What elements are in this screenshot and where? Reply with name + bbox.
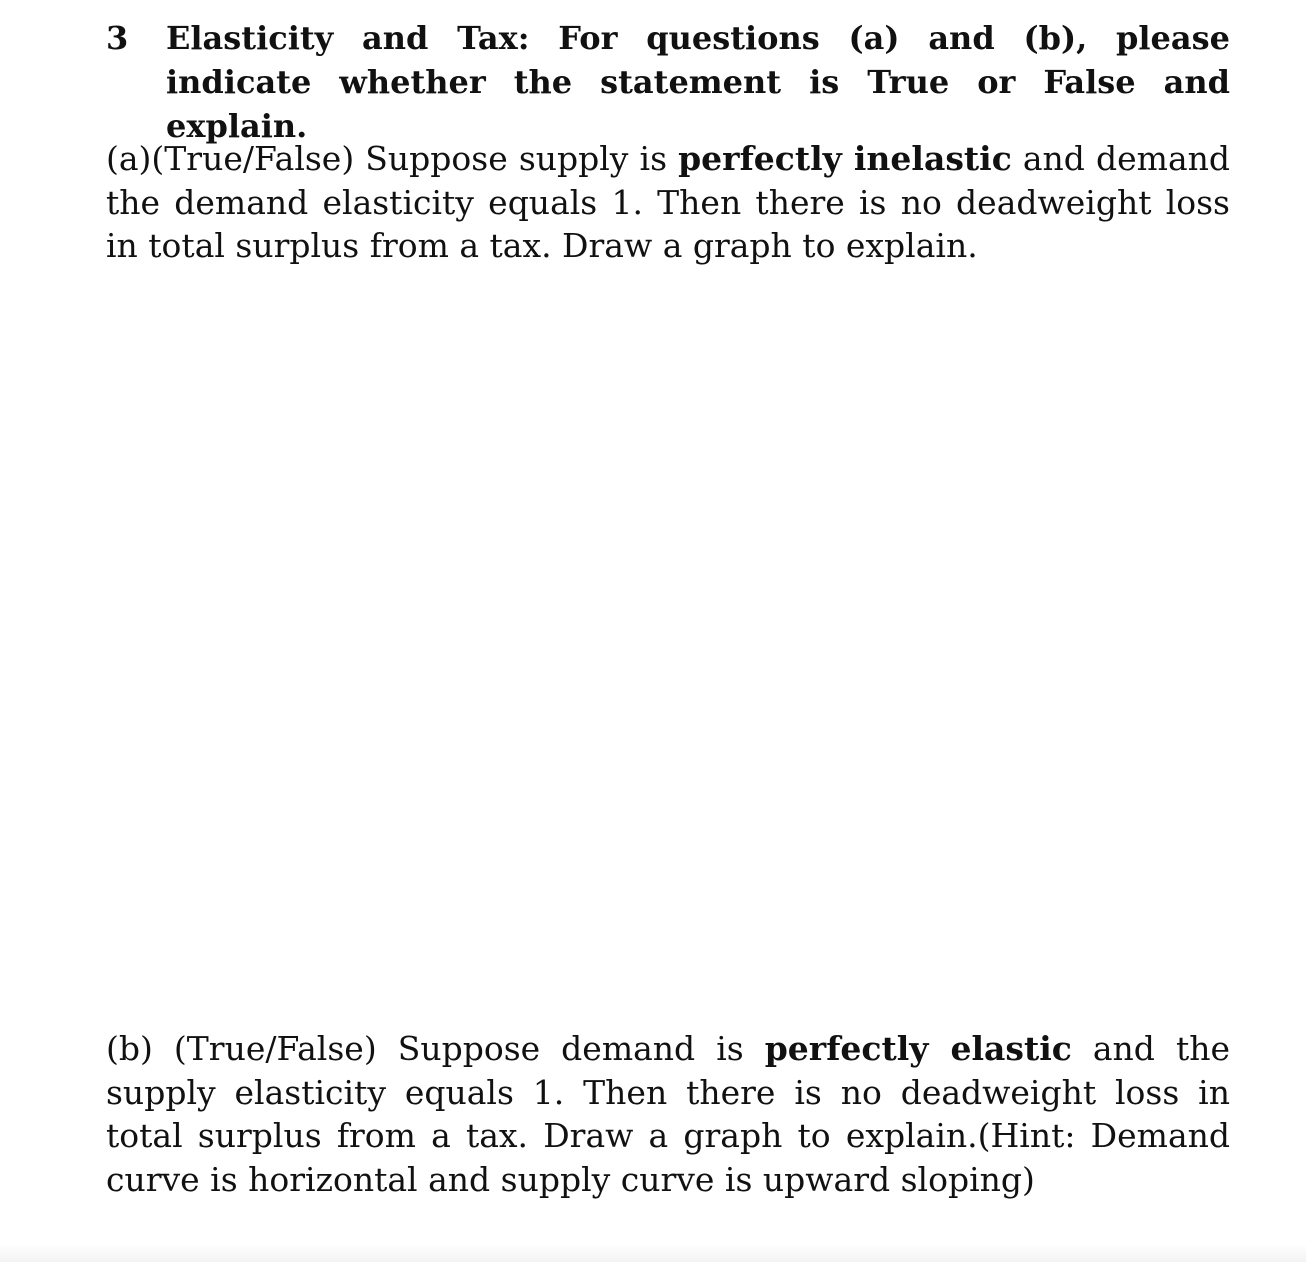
question-a bbox=[106, 137, 1230, 268]
question-b bbox=[106, 1027, 1230, 1201]
question-b-suffix: and the supply elasticity equals 1. Then there is no deadweight loss in total surplus from a tax. Draw a graph to explain.(Hint: Demand curve is horizontal and supply curve is upward sloping) bbox=[106, 1029, 1230, 1199]
question-a-suffix: and demand the demand elasticity equals 1. Then there is no deadweight loss in total surplus from a tax. Draw a graph to explain. bbox=[106, 139, 1230, 265]
question-a-emphasis: perfectly inelastic bbox=[678, 139, 1012, 178]
question-b-emphasis: perfectly elastic bbox=[764, 1029, 1072, 1068]
question-b-prefix: (b) (True/False) Suppose demand is bbox=[106, 1029, 765, 1068]
page-bottom-edge bbox=[0, 1244, 1306, 1262]
answer-space bbox=[106, 280, 1230, 1000]
section-title: Elasticity and Tax: For questions (a) and (b), please indicate whether the statement is True or False and explain. bbox=[166, 19, 1230, 145]
section-number: 3 bbox=[106, 19, 129, 57]
question-a-prefix: (a)(True/False) Suppose supply is bbox=[106, 139, 679, 178]
